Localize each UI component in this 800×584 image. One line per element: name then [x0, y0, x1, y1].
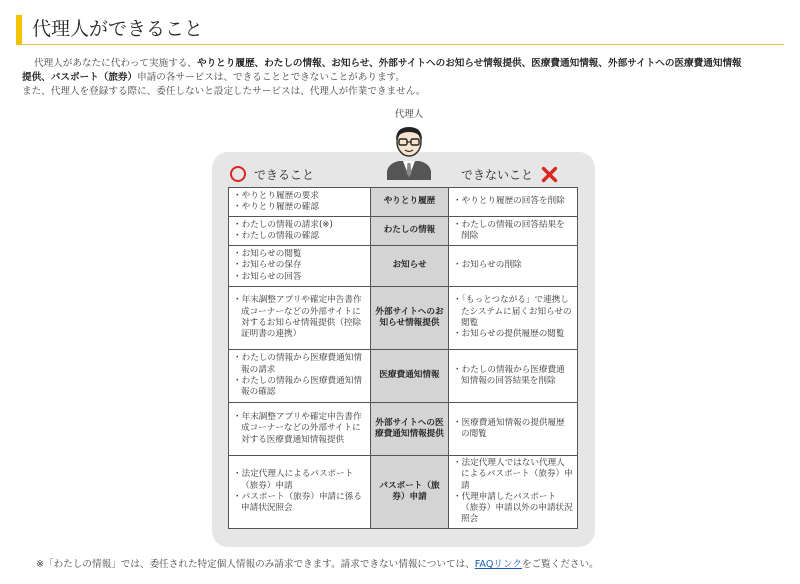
list-item: ・ やりとり履歴の回答を削除 [453, 196, 573, 207]
list-item: ・ 医療費通知情報の提供履歴の閲覧 [453, 418, 573, 441]
service-name-cell: パスポート（旅券）申請 [371, 456, 449, 529]
list-item: ・ お知らせの閲覧 [233, 249, 366, 260]
can-cell [229, 456, 371, 529]
table-row [229, 350, 578, 403]
cannot-list [453, 260, 573, 271]
intro-line-1 [22, 57, 792, 71]
cannot-cell [449, 350, 578, 403]
agent-person-icon [381, 121, 437, 181]
service-name-cell: やりとり履歴 [371, 188, 449, 217]
list-item: ・ お知らせの回答 [233, 272, 366, 283]
footnote [36, 556, 599, 570]
list-item: ・ 代理申請したパスポート（旅券）申請以外の申請状況照会 [453, 492, 573, 526]
table-row [229, 287, 578, 350]
can-list [233, 191, 366, 214]
cannot-cell [449, 188, 578, 217]
table-row [229, 456, 578, 529]
list-item: ・ お知らせの削除 [453, 260, 573, 271]
cannot-label: できないこと [461, 167, 534, 182]
can-list [233, 249, 366, 283]
cross-icon [541, 166, 558, 183]
service-name-cell: お知らせ [371, 246, 449, 287]
can-list [233, 412, 366, 446]
cannot-cell [449, 456, 578, 529]
table-row [229, 188, 578, 217]
list-item: ・ 年末調整アプリや確定申告書作成コーナーなどの外部サイトに対する医療費通知情報提供 [233, 412, 366, 446]
cannot-list [453, 418, 573, 441]
can-list [233, 295, 366, 340]
intro-line-1-pre: 代理人があなたに代わって実施する、 [34, 58, 197, 69]
service-table [228, 187, 578, 529]
intro-line-2-bold: 提供、パスポート（旅券） [22, 72, 138, 83]
intro-text [22, 57, 792, 99]
table-row [229, 217, 578, 246]
list-item: ・ 法定代理人によるパスポート（旅券）申請 [233, 469, 366, 492]
cannot-cell [449, 287, 578, 350]
intro-line-1-bold: やりとり履歴、わたしの情報、お知らせ、外部サイトへのお知らせ情報提供、医療費通知情報、外部サイトへの医療費通知情報 [197, 58, 742, 69]
cannot-list [453, 295, 573, 340]
table-row [229, 403, 578, 456]
intro-line-2-rest: 申請の各サービスは、できることとできないことがあります。 [137, 72, 405, 83]
page-heading [16, 15, 784, 45]
service-name-cell: 外部サイトへのお知らせ情報提供 [371, 287, 449, 350]
service-name-cell: 外部サイトへの医療費通知情報提供 [371, 403, 449, 456]
can-cell [229, 350, 371, 403]
intro-line-2 [22, 71, 792, 85]
page-title: 代理人ができること [32, 18, 204, 40]
list-item: ・ わたしの情報の確認 [233, 231, 366, 242]
list-item: ・ わたしの情報から医療費通知情報の請求 [233, 353, 366, 376]
table-row [229, 246, 578, 287]
can-list [233, 469, 366, 514]
list-item: ・ やりとり履歴の要求 [233, 191, 366, 202]
can-cell [229, 188, 371, 217]
cannot-list [453, 458, 573, 526]
service-name-cell: 医療費通知情報 [371, 350, 449, 403]
can-cell [229, 246, 371, 287]
can-cell [229, 287, 371, 350]
list-item: ・ 「もっとつながる」で連携したシステムに届くお知らせの閲覧 [453, 295, 573, 329]
cannot-cell [449, 403, 578, 456]
list-item: ・ わたしの情報の請求(※) [233, 220, 366, 231]
cannot-cell [449, 246, 578, 287]
list-item: ・ わたしの情報の回答結果を削除 [453, 220, 573, 243]
service-name-cell: わたしの情報 [371, 217, 449, 246]
can-column-header [230, 164, 314, 184]
list-item: ・ お知らせの保存 [233, 260, 366, 271]
can-label: できること [254, 167, 315, 182]
list-item: ・ わたしの情報から医療費通知情報の確認 [233, 376, 366, 399]
list-item: ・ やりとり履歴の確認 [233, 202, 366, 213]
intro-line-3: また、代理人を登録する際に、委任しないと設定したサービスは、代理人が作業できません。 [22, 86, 426, 97]
list-item: ・ お知らせの提供履歴の閲覧 [453, 329, 573, 340]
can-cell [229, 403, 371, 456]
cannot-list [453, 220, 573, 243]
list-item: ・ わたしの情報から医療費通知情報の回答結果を削除 [453, 365, 573, 388]
footnote-post: をご覧ください。 [521, 559, 599, 570]
cannot-column-header [461, 164, 558, 184]
cannot-list [453, 196, 573, 207]
list-item: ・ 年末調整アプリや確定申告書作成コーナーなどの外部サイトに対するお知らせ情報提供（控除証明書の連携） [233, 295, 366, 340]
list-item: ・ パスポート（旅券）申請に係る申請状況照会 [233, 492, 366, 515]
can-cell [229, 217, 371, 246]
faq-link[interactable]: FAQリンク [474, 559, 522, 570]
agent-avatar-label: 代理人 [394, 109, 424, 120]
footnote-pre: ※「わたしの情報」では、委任された特定個人情報のみ請求できます。請求できない情報については、 [36, 559, 475, 570]
list-item: ・ 法定代理人ではない代理人によるパスポート（旅券）申請 [453, 458, 573, 492]
cannot-cell [449, 217, 578, 246]
can-list [233, 220, 366, 243]
cannot-list [453, 365, 573, 388]
can-list [233, 353, 366, 398]
circle-icon [230, 166, 246, 182]
agent-avatar [381, 109, 437, 187]
